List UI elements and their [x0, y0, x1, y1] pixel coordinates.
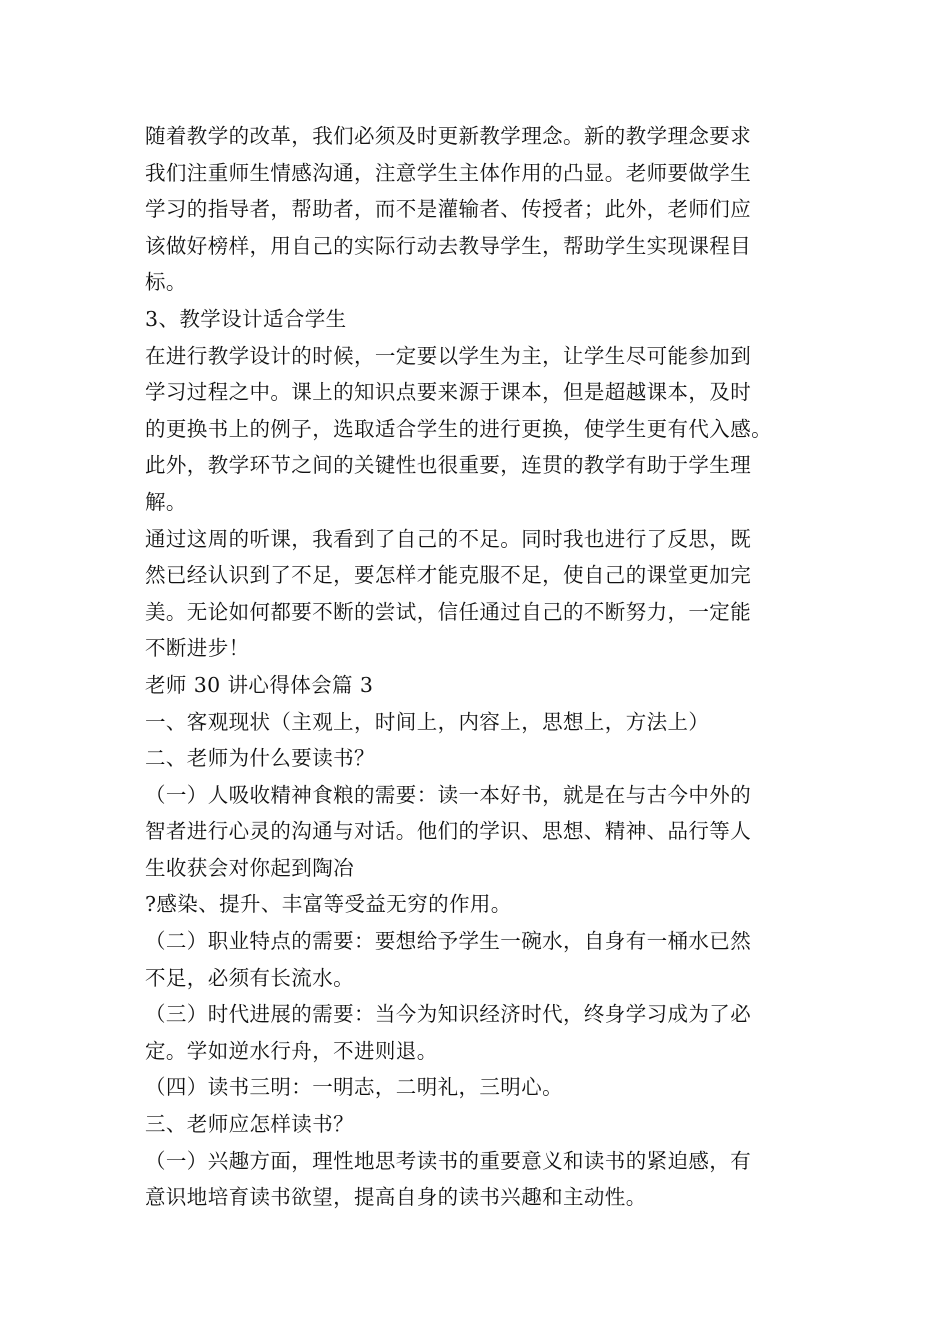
- section-heading: 一、客观现状（主观上，时间上，内容上，思想上，方法上）: [145, 709, 710, 734]
- text-line: 然已经认识到了不足，要怎样才能克服不足，使自己的课堂更加完: [145, 563, 752, 588]
- text-line: 我们注重师生情感沟通，注意学生主体作用的凸显。老师要做学生: [145, 160, 752, 185]
- text-line: （三）时代进展的需要：当今为知识经济时代，终身学习成为了必: [145, 1002, 752, 1027]
- text-line: 在进行教学设计的时候，一定要以学生为主，让学生尽可能参加到: [145, 343, 752, 368]
- text-line: 不足，必须有长流水。: [145, 965, 354, 990]
- text-line: 意识地培育读书欲望，提高自身的读书兴趣和主动性。: [145, 1185, 647, 1210]
- text-line: （四）读书三明：一明志，二明礼，三明心。: [145, 1075, 563, 1100]
- article-title: 老师 30 讲心得体会篇 3: [145, 672, 374, 697]
- text-line: 学习的指导者，帮助者，而不是灌输者、传授者；此外，老师们应: [145, 197, 752, 222]
- text-line: 此外，教学环节之间的关键性也很重要，连贯的教学有助于学生理: [145, 453, 752, 478]
- text-line: 不断进步！: [145, 636, 250, 661]
- section-heading: 三、老师应怎样读书？: [145, 1112, 354, 1137]
- text-line: 标。: [145, 270, 187, 295]
- document-body: [145, 118, 835, 1216]
- text-line: 智者进行心灵的沟通与对话。他们的学识、思想、精神、品行等人: [145, 819, 752, 844]
- text-line: 美。无论如何都要不断的尝试，信任通过自己的不断努力，一定能: [145, 599, 752, 624]
- section-heading: 二、老师为什么要读书？: [145, 746, 375, 771]
- text-line: 定。学如逆水行舟，不进则退。: [145, 1038, 438, 1063]
- text-line: （二）职业特点的需要：要想给予学生一碗水，自身有一桶水已然: [145, 929, 752, 954]
- text-line: （一）兴趣方面，理性地思考读书的重要意义和读书的紧迫感，有: [145, 1148, 752, 1173]
- text-line: 通过这周的听课，我看到了自己的不足。同时我也进行了反思，既: [145, 526, 752, 551]
- text-line: ?感染、提升、丰富等受益无穷的作用。: [145, 892, 512, 917]
- text-line: 的更换书上的例子，选取适合学生的进行更换，使学生更有代入感。: [145, 416, 772, 441]
- text-line: （一）人吸收精神食粮的需要：读一本好书，就是在与古今中外的: [145, 782, 752, 807]
- text-line: 该做好榜样，用自己的实际行动去教导学生，帮助学生实现课程目: [145, 233, 752, 258]
- section-heading: 3、教学设计适合学生: [145, 306, 347, 331]
- text-line: 解。: [145, 489, 187, 514]
- text-line: 随着教学的改革，我们必须及时更新教学理念。新的教学理念要求: [145, 124, 752, 148]
- text-line: 生收获会对你起到陶冶: [145, 855, 354, 880]
- text-line: 学习过程之中。课上的知识点要来源于课本，但是超越课本，及时: [145, 380, 752, 405]
